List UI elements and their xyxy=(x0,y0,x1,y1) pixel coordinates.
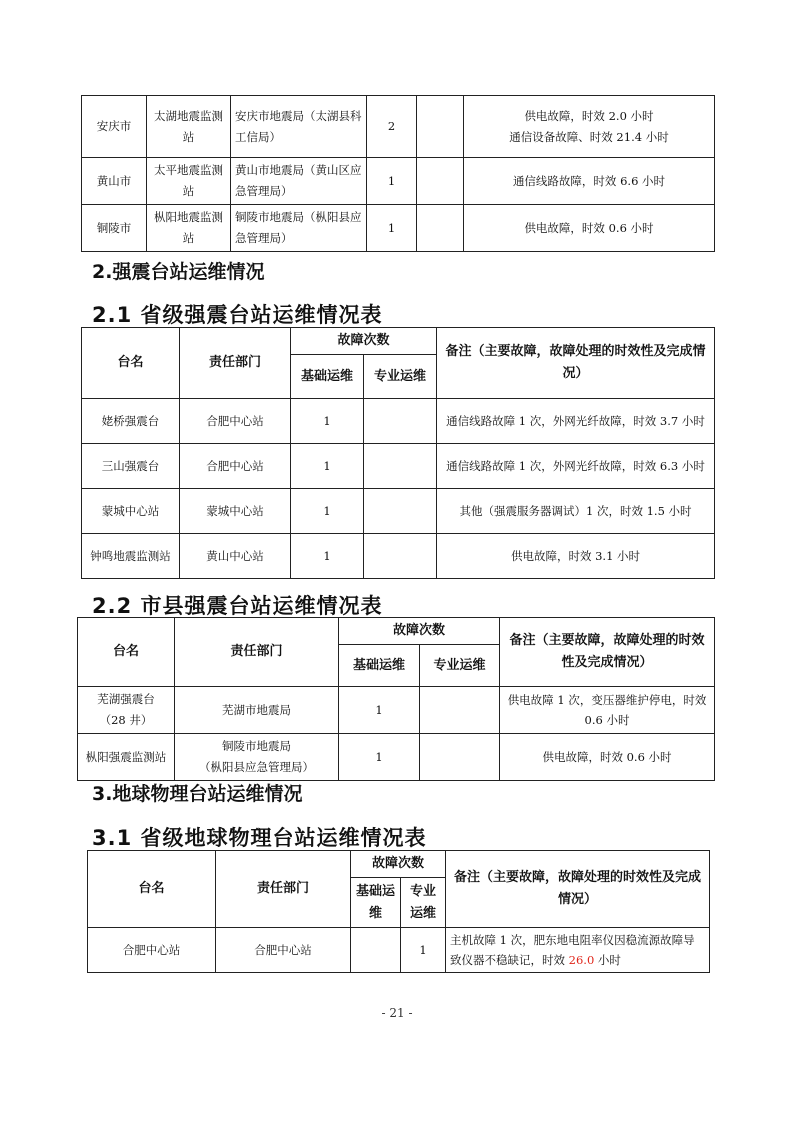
note-line: 供电故障，时效 0.6 小时 xyxy=(524,220,654,235)
note-line: 通信线路故障，时效 6.6 小时 xyxy=(512,173,666,188)
col-header-dept: 责任部门 xyxy=(216,851,351,928)
name-cell: 钟鸣地震监测站 xyxy=(82,534,180,579)
basic-count-cell: 1 xyxy=(367,205,417,252)
table-row xyxy=(82,444,715,489)
table-title: 2.2 市县强震台站运维情况表 xyxy=(92,594,383,618)
table-row xyxy=(82,205,715,252)
station-cell: 枞阳地震监测站 xyxy=(147,205,231,252)
note-cell xyxy=(464,205,715,252)
table-row xyxy=(82,96,715,158)
name-line: 芜湖强震台 xyxy=(97,692,155,706)
table-row xyxy=(82,399,715,444)
col-header-note: 备注（主要故障，故障处理的时效性及完成情况） xyxy=(500,618,715,687)
col-header-note: 备注（主要故障，故障处理的时效性及完成情况） xyxy=(437,328,715,399)
dept-cell: 铜陵市地震局（枞阳县应急管理局） xyxy=(231,205,367,252)
basic-count-cell: 1 xyxy=(291,489,364,534)
city-cell: 铜陵市 xyxy=(82,205,147,252)
col-header-name: 台名 xyxy=(88,851,216,928)
basic-count-cell: 1 xyxy=(339,687,420,734)
continuation-table xyxy=(81,95,715,252)
table-title: 2.1 省级强震台站运维情况表 xyxy=(92,303,383,327)
dept-line: 铜陵市地震局 xyxy=(222,739,291,753)
basic-count-cell: 1 xyxy=(291,534,364,579)
dept-cell: 安庆市地震局（太湖县科工信局） xyxy=(231,96,367,158)
name-cell xyxy=(78,687,175,734)
dept-cell: 黄山中心站 xyxy=(180,534,291,579)
pro-count-cell xyxy=(364,444,437,489)
pro-count-cell xyxy=(364,489,437,534)
header-row xyxy=(78,618,715,645)
note-cell: 通信线路故障 1 次，外网光纤故障，时效 6.3 小时 xyxy=(437,444,715,489)
station-cell: 太平地震监测站 xyxy=(147,158,231,205)
dept-cell: 合肥中心站 xyxy=(216,928,351,973)
city-cell: 黄山市 xyxy=(82,158,147,205)
dept-cell xyxy=(175,734,339,781)
dept-cell: 芜湖市地震局 xyxy=(175,687,339,734)
pro-count-cell: 1 xyxy=(401,928,446,973)
table-row xyxy=(82,158,715,205)
pro-count-cell xyxy=(364,399,437,444)
note-cell xyxy=(464,96,715,158)
dept-cell: 黄山市地震局（黄山区应急管理局） xyxy=(231,158,367,205)
col-header-pro: 专业运维 xyxy=(364,355,437,399)
basic-count-cell xyxy=(351,928,401,973)
pro-count-cell xyxy=(420,734,500,781)
pro-count-cell xyxy=(417,96,464,158)
table-row xyxy=(82,489,715,534)
col-header-name: 台名 xyxy=(82,328,180,399)
header-row xyxy=(82,328,715,355)
col-header-basic: 基础运维 xyxy=(351,878,401,928)
col-header-count: 故障次数 xyxy=(291,328,437,355)
note-cell: 通信线路故障 1 次，外网光纤故障，时效 3.7 小时 xyxy=(437,399,715,444)
section-heading: 3.地球物理台站运维情况 xyxy=(92,783,303,805)
note-prefix: 主机故障 1 次，肥东地电阻率仪因稳流源故障导致仪器不稳缺记，时效 xyxy=(450,933,695,967)
pro-count-cell xyxy=(417,205,464,252)
city-cell: 安庆市 xyxy=(82,96,147,158)
basic-count-cell: 2 xyxy=(367,96,417,158)
col-header-basic: 基础运维 xyxy=(291,355,364,399)
pro-count-cell xyxy=(420,687,500,734)
pro-count-cell xyxy=(364,534,437,579)
note-cell: 供电故障，时效 3.1 小时 xyxy=(437,534,715,579)
table-row xyxy=(88,928,710,973)
note-line: 供电故障，时效 2.0 小时 xyxy=(524,108,654,123)
name-cell: 姥桥强震台 xyxy=(82,399,180,444)
note-cell: 供电故障 1 次，变压器维护停电，时效 0.6 小时 xyxy=(500,687,715,734)
dept-subline: （枞阳县应急管理局） xyxy=(199,760,314,774)
col-header-basic: 基础运维 xyxy=(339,645,420,687)
name-cell: 枞阳强震监测站 xyxy=(78,734,175,781)
name-cell: 三山强震台 xyxy=(82,444,180,489)
pro-count-cell xyxy=(417,158,464,205)
note-cell: 其他（强震服务器调试）1 次，时效 1.5 小时 xyxy=(437,489,715,534)
table-row xyxy=(78,687,715,734)
name-subline: （28 井） xyxy=(99,713,153,727)
basic-count-cell: 1 xyxy=(291,399,364,444)
note-line: 通信设备故障、时效 21.4 小时 xyxy=(509,129,669,144)
name-cell: 合肥中心站 xyxy=(88,928,216,973)
table-row xyxy=(78,734,715,781)
table-row xyxy=(82,534,715,579)
section-heading: 2.强震台站运维情况 xyxy=(92,261,265,283)
col-header-pro: 专业运维 xyxy=(401,878,446,928)
city-county-strong-motion-table xyxy=(77,617,715,781)
provincial-geophysical-table xyxy=(87,850,710,973)
basic-count-cell: 1 xyxy=(291,444,364,489)
note-cell xyxy=(464,158,715,205)
provincial-strong-motion-table xyxy=(81,327,715,579)
note-suffix: 小时 xyxy=(594,953,621,967)
col-header-dept: 责任部门 xyxy=(180,328,291,399)
basic-count-cell: 1 xyxy=(339,734,420,781)
table-title: 3.1 省级地球物理台站运维情况表 xyxy=(92,826,427,850)
col-header-count: 故障次数 xyxy=(339,618,500,645)
page-number: - 21 - xyxy=(381,1006,413,1020)
col-header-note: 备注（主要故障，故障处理的时效性及完成情况） xyxy=(446,851,710,928)
col-header-pro: 专业运维 xyxy=(420,645,500,687)
col-header-dept: 责任部门 xyxy=(175,618,339,687)
col-header-count: 故障次数 xyxy=(351,851,446,878)
station-cell: 太湖地震监测站 xyxy=(147,96,231,158)
header-row xyxy=(88,851,710,878)
dept-cell: 蒙城中心站 xyxy=(180,489,291,534)
name-cell: 蒙城中心站 xyxy=(82,489,180,534)
highlighted-duration: 26.0 xyxy=(568,953,595,967)
dept-cell: 合肥中心站 xyxy=(180,399,291,444)
note-cell: 供电故障，时效 0.6 小时 xyxy=(500,734,715,781)
dept-cell: 合肥中心站 xyxy=(180,444,291,489)
basic-count-cell: 1 xyxy=(367,158,417,205)
col-header-name: 台名 xyxy=(78,618,175,687)
note-cell xyxy=(446,928,710,973)
